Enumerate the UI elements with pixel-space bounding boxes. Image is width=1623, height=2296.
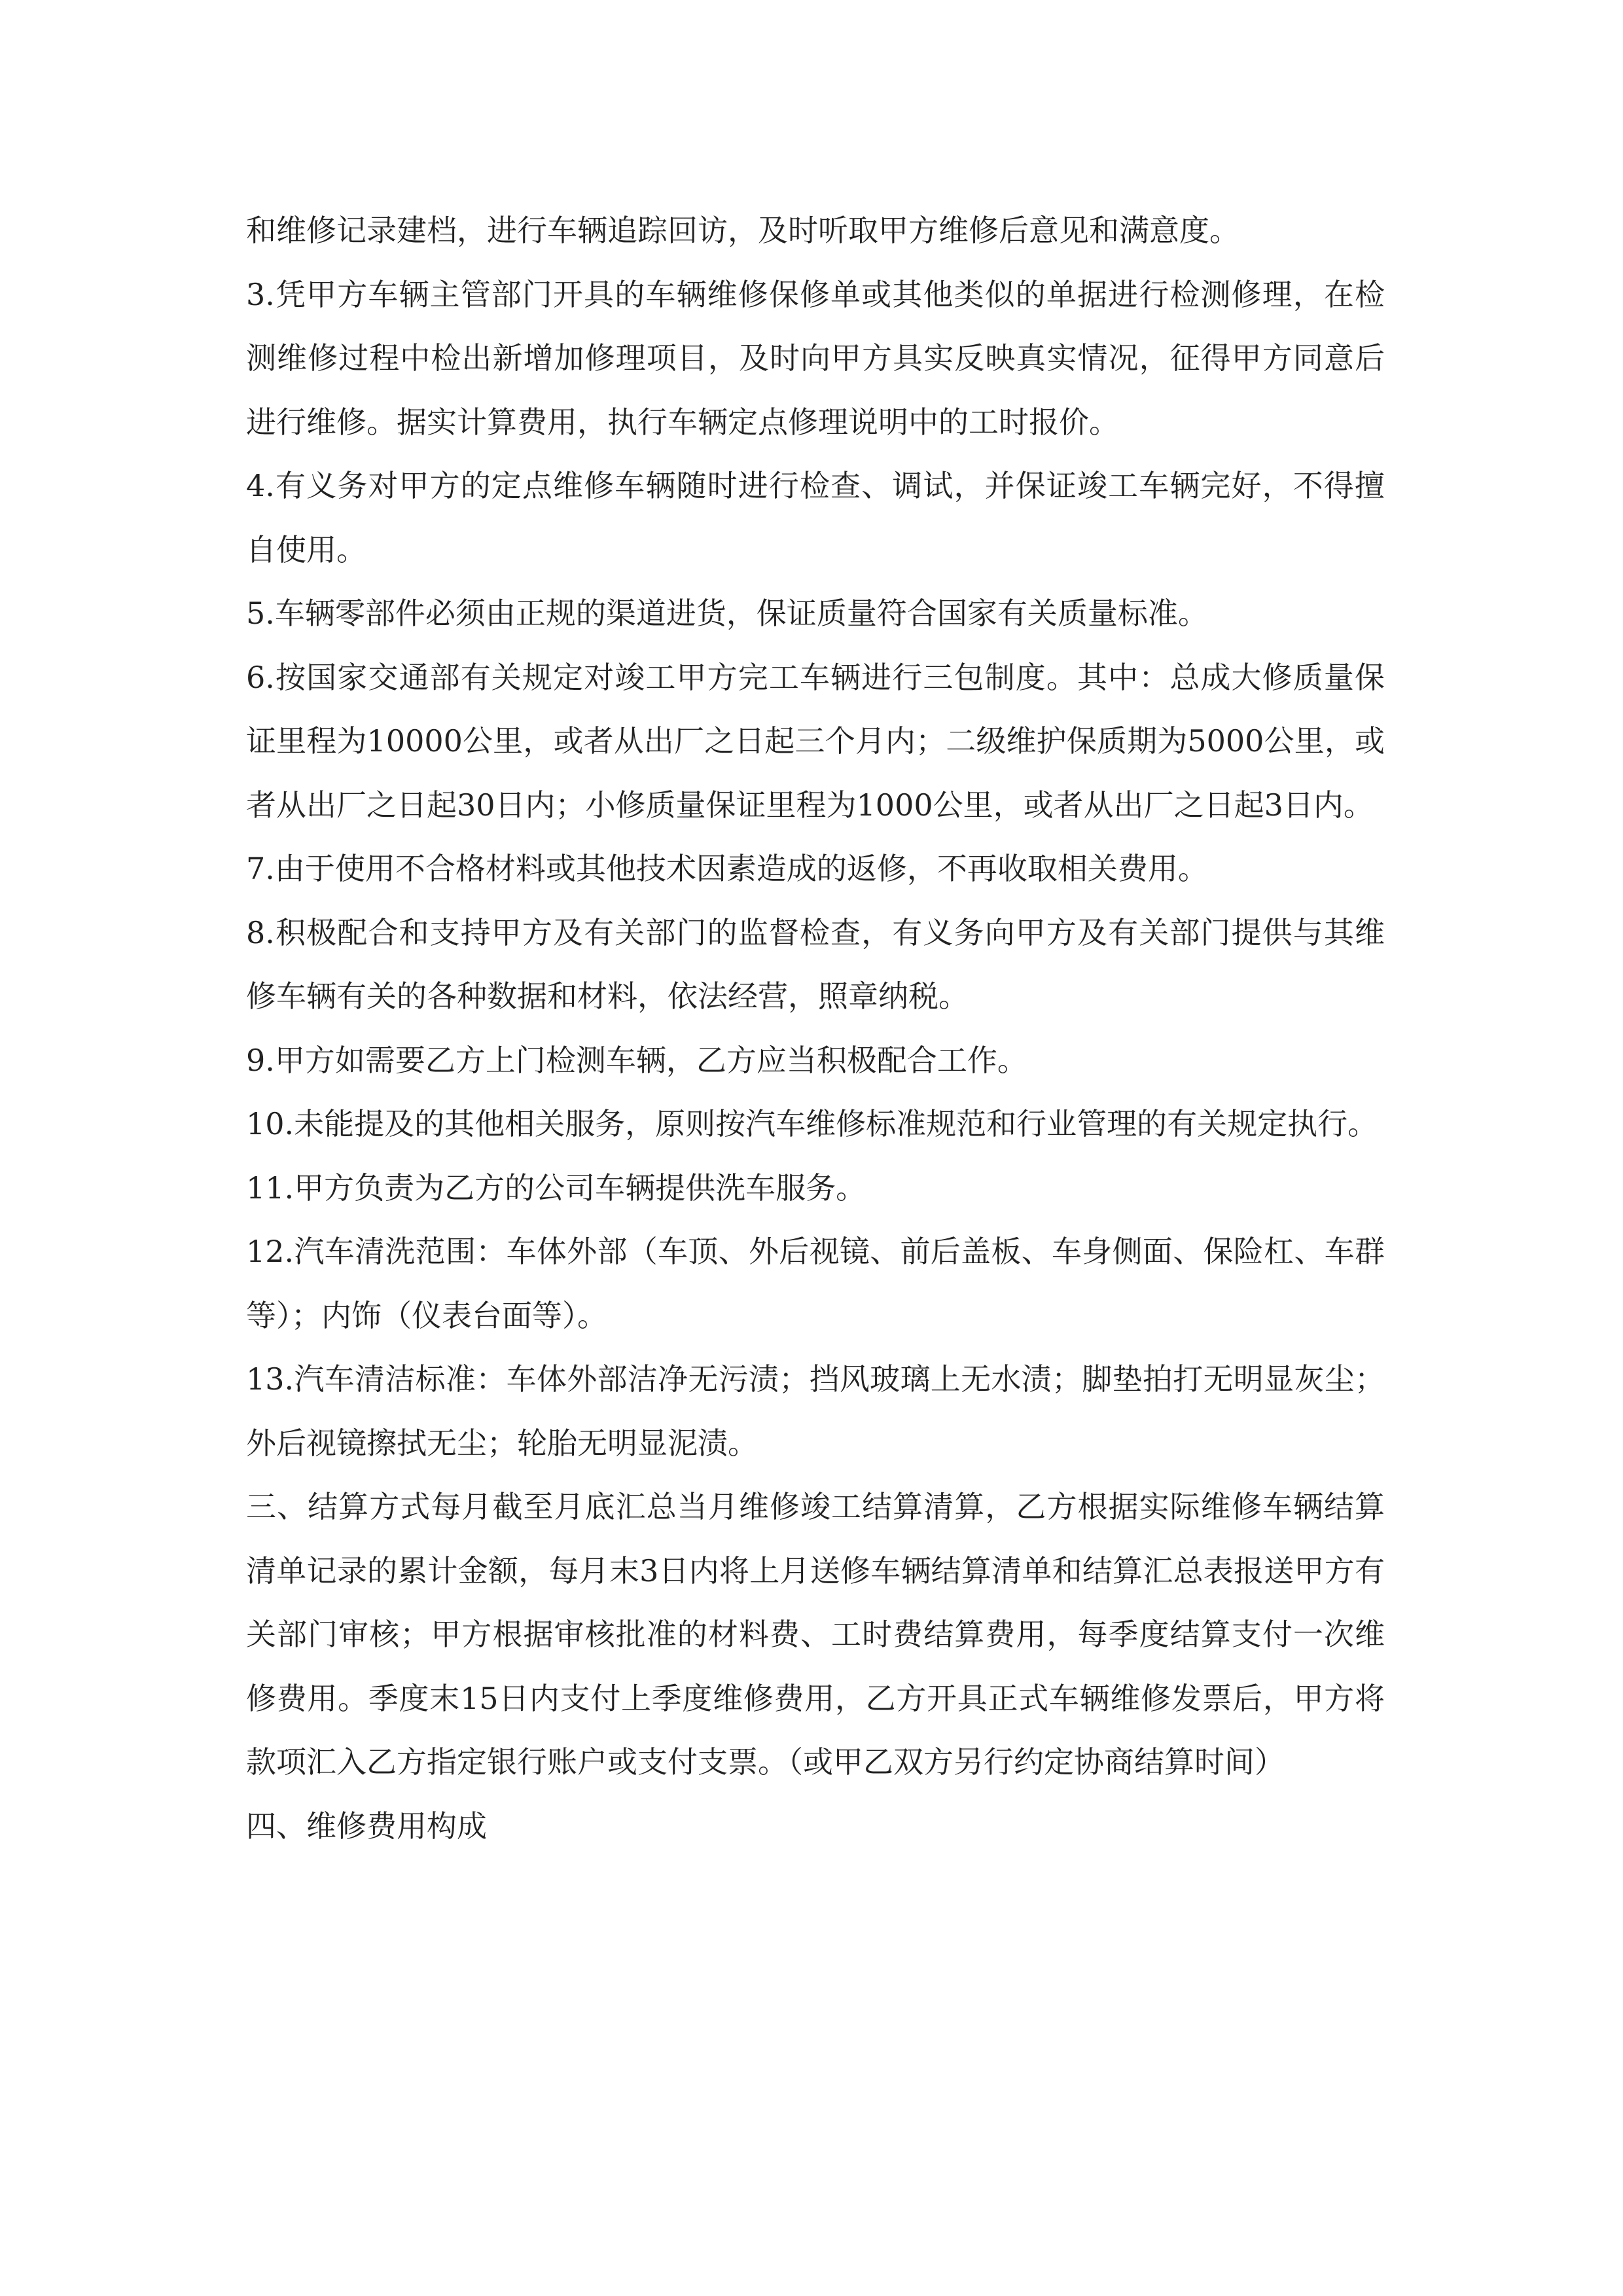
paragraph-item-11-car-wash: 11.甲方负责为乙方的公司车辆提供洗车服务。 — [246, 1170, 866, 1206]
paragraph-item-4-inspection: 4.有义务对甲方的定点维修车辆随时进行检查、调试，并保证竣工车辆完好，不得擅自使用。 — [246, 468, 1385, 567]
section-4-heading: 四、维修费用构成 — [246, 1808, 487, 1844]
section-3-settlement: 三、结算方式每月截至月底汇总当月维修竣工结算清算，乙方根据实际维修车辆结算清单记录的累计金额，每月末3日内将上月送修车辆结算清单和结算汇总表报送甲方有关部门审核；甲方根据审核批准的材料费、工时费结算费用，每季度结算支付一次维修费用。季度末15日内支付上季度维修费用，乙方开具正式车辆维修发票后，甲方将款项汇入乙方指定银行账户或支付支票。（或甲乙双方另行约定协商结算时间） — [246, 1489, 1385, 1780]
paragraph-item-6-warranty: 6.按国家交通部有关规定对竣工甲方完工车辆进行三包制度。其中：总成大修质量保证里程为10000公里，或者从出厂之日起三个月内；二级维护保质期为5000公里，或者从出厂之日起30日内；小修质量保证里程为1000公里，或者从出厂之日起3日内。 — [246, 659, 1385, 823]
paragraph-item-7-rework: 7.由于使用不合格材料或其他技术因素造成的返修，不再收取相关费用。 — [246, 851, 1208, 886]
paragraph-record-archive: 和维修记录建档，进行车辆追踪回访，及时听取甲方维修后意见和满意度。 — [246, 213, 1240, 248]
paragraph-item-9-onsite-service: 9.甲方如需要乙方上门检测车辆，乙方应当积极配合工作。 — [246, 1042, 1027, 1078]
paragraph-item-3-repair-order: 3.凭甲方车辆主管部门开具的车辆维修保修单或其他类似的单据进行检测修理，在检测维修过程中检出新增加修理项目，及时向甲方具实反映真实情况，征得甲方同意后进行维修。据实计算费用，执行车辆定点修理说明中的工时报价。 — [246, 276, 1385, 440]
paragraph-item-8-supervision: 8.积极配合和支持甲方及有关部门的监督检查，有义务向甲方及有关部门提供与其维修车辆有关的各种数据和材料，依法经营，照章纳税。 — [246, 914, 1385, 1014]
paragraph-item-10-other-services: 10.未能提及的其他相关服务，原则按汽车维修标准规范和行业管理的有关规定执行。 — [246, 1106, 1378, 1141]
paragraph-item-13-clean-standard: 13.汽车清洁标准：车体外部洁净无污渍；挡风玻璃上无水渍；脚垫拍打无明显灰尘；外后视镜擦拭无尘；轮胎无明显泥渍。 — [246, 1361, 1385, 1461]
document-body — [246, 199, 1385, 1858]
paragraph-item-12-wash-scope: 12.汽车清洗范围：车体外部（车顶、外后视镜、前后盖板、车身侧面、保险杠、车群等）；内饰（仪表台面等）。 — [246, 1234, 1385, 1333]
paragraph-item-5-parts-quality: 5.车辆零部件必须由正规的渠道进货，保证质量符合国家有关质量标准。 — [246, 596, 1208, 631]
